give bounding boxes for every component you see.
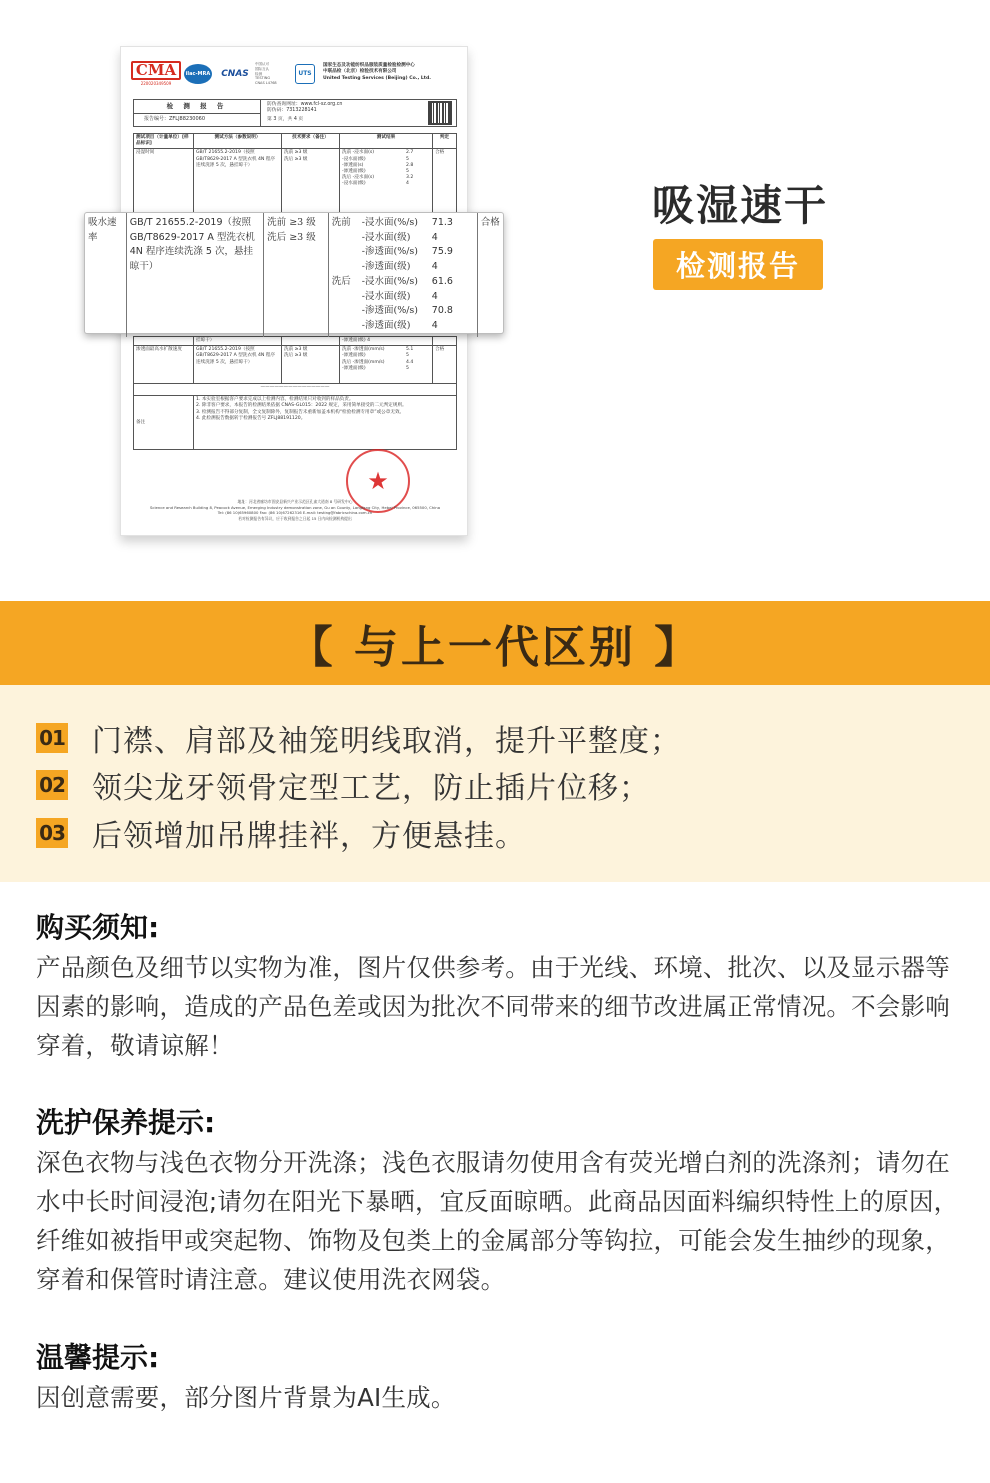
difference-header — [0, 601, 990, 685]
report-footer: 地址：河北省廊坊市固安县新兴产业示范区孔雀大道南 8 号研发中心 Science and Research Building 8, Peacock Avenue, Emerging Industry demonstration zone, Gu an County, Langfang City, Hebei Province, 065500, China Tel: (86 10)65960800 Fax: (86 10)67262316 E-mail: testing@fabricschina.com.cn 若对检测报告有异议，应于收到报告之日起 15 日内向检测机构提出 — [149, 499, 441, 521]
warm-tip — [36, 1338, 966, 1417]
page-indicator: 第 3 页，共 4 页 — [267, 116, 304, 122]
accreditation-text: 中国认可 国际互认 检测 TESTING CNAS L4768 — [255, 62, 277, 86]
report-title-row — [133, 99, 457, 127]
warm-tip-title: 温馨提示: — [36, 1341, 160, 1374]
uts-logo: UTS — [293, 61, 317, 87]
item-text: 门襟、肩部及袖笼明线取消，提升平整度； — [92, 724, 681, 759]
verify-code: 防伪码：7313228141 — [267, 108, 317, 114]
care-instructions-title: 洗护保养提示: — [36, 1106, 216, 1139]
organization-name: 国家生态及功能纺织品服装质量检验检测中心 中联品检（北京）检验技术有限公司 United Testing Services (Beijing) Co., Ltd. — [323, 63, 431, 81]
top-section — [0, 0, 990, 600]
zoom-method: GB/T 21655.2-2019（按照 GB/T8629-2017 A 型洗衣机 4N 程序连续洗涤 5 次，悬挂晾干） — [126, 213, 263, 337]
ilac-mra-logo: ilac-MRA — [183, 61, 213, 87]
verify-url: 防伪查询网址：www.fcl-sz.org.cn — [267, 102, 343, 107]
table-row: 浸湿时间 GB/T 21655.2-2019（按照 GB/T8629-2017 A 型洗衣机 4N 程序连续洗涤 5 次，悬挂晾干） 洗前 ≥3 级 洗后 ≥3 级 洗前 -浸水面(s) -浸水面(级) -渗透面(s) -渗透面(级) 洗后 -浸水面(s) -浸水面(级) 2.7 5 2.8 5 3.2 4 合格 — [134, 149, 457, 257]
list-item — [36, 813, 526, 853]
list-item — [36, 718, 681, 758]
difference-list — [0, 685, 990, 882]
magnified-result-strip — [84, 212, 504, 334]
table-row: 挂晾干） -渗透面(级) 4 — [134, 337, 457, 346]
star-icon: ★ — [367, 466, 389, 495]
zoom-verdict: 合格 — [480, 217, 500, 228]
purchase-notice-body: 产品颜色及细节以实物为准，图片仅供参考。由于光线、环境、批次、以及显示器等因素的影响，造成的产品色差或因为批次不同带来的细节改进属正常情况。不会影响穿着，敬请谅解！ — [36, 953, 950, 1060]
zoom-results: 洗前 -浸水面(%/s) 71.3 -浸水面(级) 4 -渗透面(%/s) 75.9 -渗透面(级) 4 洗后 -浸水面(%/s) 61.6 -浸水面(级) 4 -渗透面(%/s) 70.8 -渗透面(级) 4 — [328, 213, 477, 337]
purchase-notice-title: 购买须知: — [36, 911, 160, 944]
item-text: 领尖龙牙领骨定型工艺，防止插片位移； — [92, 771, 650, 806]
report-table-bottom: 挂晾干） -渗透面(级) 4 渗透面最高水扩散速度 GB/T 21655.2-2019（按照 GB/T8629-2017 A 型洗衣机 4N 程序连续洗涤 5 次，悬挂晾干） 洗前 ≥3 级 洗后 ≥3 级 洗前 -渗透面(mm/s) -渗透面(级) 洗后 -渗透面(mm/s) -渗透面(级) 5.1 5 4.4 5 合格 ——————————————— 备注 1. 本实验室根据客户要求完成以上检测内容，检测结果只对收到的样品负责。 2. 除非客户要求，本报告的检测结果依据 CNAS-GL015：2022 规定，采用简单接受的二元判定规则。 3. 检测报告不得部分复制，全文复制除外，复制报告未重新加盖本机构“检验检测专用章”或公章无效。 4. 此检测报告数据转于检测报告号 ZFLJ88191120。 — [133, 336, 457, 450]
zoom-item: 吸水速率 — [85, 213, 126, 337]
report-header — [133, 57, 457, 97]
table-row: 渗透面最高水扩散速度 GB/T 21655.2-2019（按照 GB/T8629-2017 A 型洗衣机 4N 程序连续洗涤 5 次，悬挂晾干） 洗前 ≥3 级 洗后 ≥3 级 洗前 -渗透面(mm/s) -渗透面(级) 洗后 -渗透面(mm/s) -渗透面(级) 5.1 5 4.4 5 合格 — [134, 346, 457, 384]
item-number: 02 — [36, 770, 68, 800]
care-instructions — [36, 1103, 966, 1299]
table-header-row: 测试项目（计量单位）[样品标识] 测试方法（参数说明） 技术要求（备注） 测试结果 判定 — [134, 134, 457, 149]
cnas-logo: CNAS — [221, 68, 249, 79]
item-number: 03 — [36, 818, 68, 848]
item-text: 后领增加吊牌挂袢，方便悬挂。 — [92, 819, 526, 854]
qr-code-icon — [428, 101, 452, 125]
zoom-requirement: 洗前 ≥3 级 洗后 ≥3 级 — [264, 213, 329, 337]
purchase-notice — [36, 908, 966, 1065]
report-number: 报告编号：ZFLJ88230060 — [144, 116, 206, 123]
care-instructions-body: 深色衣物与浅色衣物分开洗涤；浅色衣服请勿使用含有荧光增白剂的洗涤剂；请勿在水中长时间浸泡;请勿在阳光下暴晒，宜反面晾晒。此商品因面料编织特性上的原因，纤维如被指甲或突起物、饰物及包类上的金属部分等钩拉，可能会发生抽纱的现象，穿着和保管时请注意。建议使用洗衣网袋。 — [36, 1148, 959, 1294]
hero-title: 吸湿速干 — [652, 181, 829, 230]
item-number: 01 — [36, 723, 68, 753]
remarks-row: 备注 1. 本实验室根据客户要求完成以上检测内容，检测结果只对收到的样品负责。 2. 除非客户要求，本报告的检测结果依据 CNAS-GL015：2022 规定，采用简单接受的二元判定规则。 3. 检测报告不得部分复制，全文复制除外，复制报告未重新加盖本机构“检验检测专用章”或公章无效。 4. 此检测报告数据转于检测报告号 ZFLJ88191120。 — [134, 396, 457, 450]
hero-badge: 检测报告 — [653, 239, 823, 290]
list-item — [36, 765, 650, 805]
cma-logo: CMA 220020349509 — [135, 61, 177, 87]
difference-heading: 【 与上一代区别 】 — [288, 622, 702, 673]
warm-tip-body: 因创意需要，部分图片背景为AI生成。 — [36, 1383, 456, 1412]
report-title: 检 测 报 告 — [134, 100, 260, 114]
